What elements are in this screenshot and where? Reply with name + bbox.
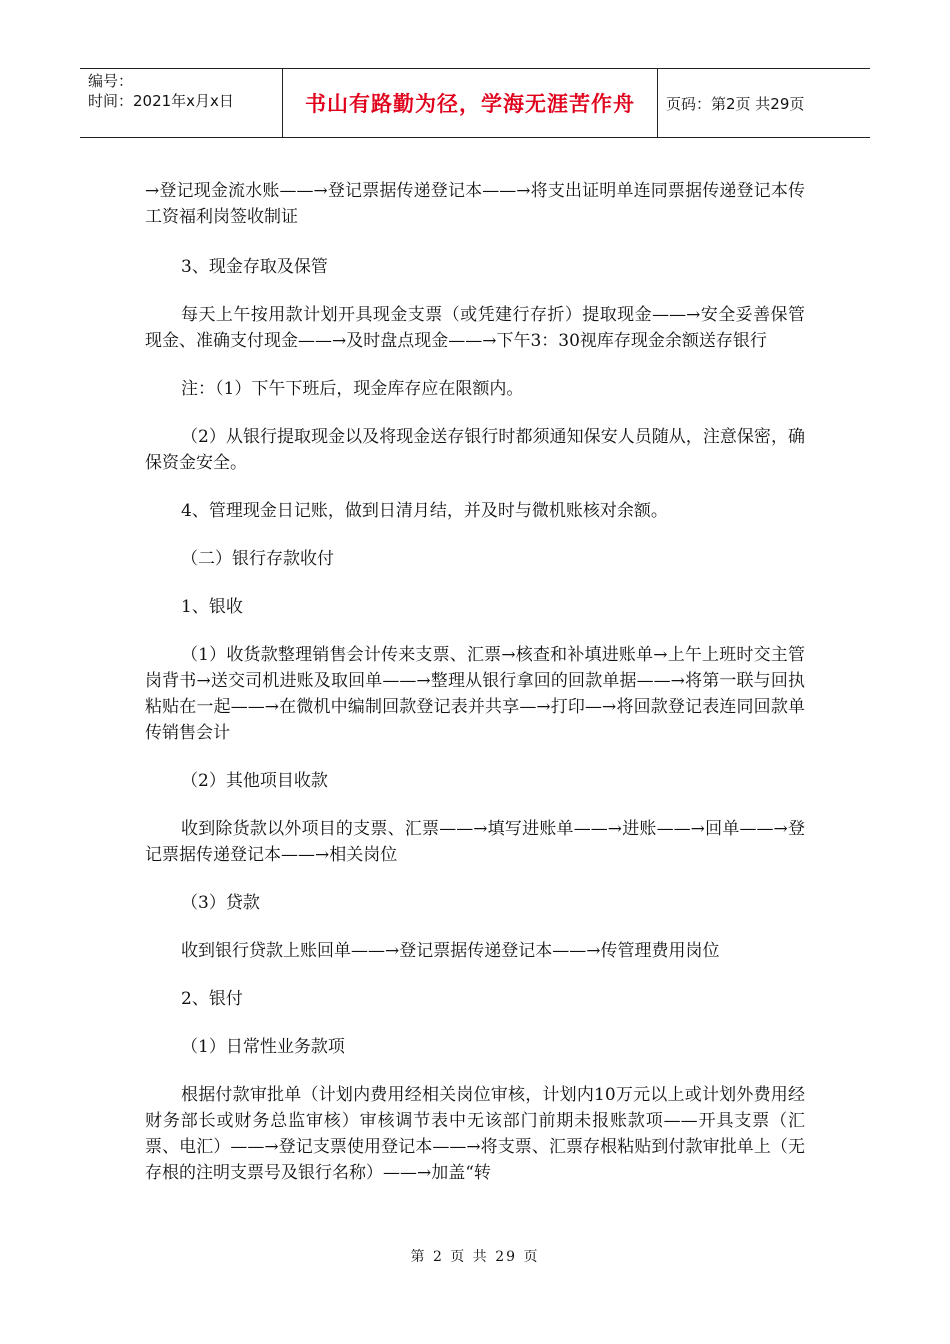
document-number-label: 编号： — [88, 72, 134, 90]
document-date: 时间：2021年x月x日 — [88, 92, 234, 110]
section-heading: （二）银行存款收付 — [181, 549, 334, 569]
page-footer: 第 2 页 共 29 页 — [410, 1249, 540, 1265]
paragraph: 收到除货款以外项目的支票、汇票——→填写进账单——→进账——→回单——→登记票据传递登记本——→相关岗位 — [145, 819, 805, 865]
header-meta-cell — [80, 69, 283, 137]
page-header — [80, 68, 870, 138]
section-heading: 1、银收 — [181, 597, 243, 617]
paragraph: 收到银行贷款上账回单——→登记票据传递登记本——→传管理费用岗位 — [181, 941, 720, 961]
paragraph: 每天上午按用款计划开具现金支票（或凭建行存折）提取现金——→安全妥善保管现金、准确支付现金——→及时盘点现金——→下午3：30视库存现金余额送存银行 — [145, 305, 805, 351]
note-paragraph: 注：（1）下午下班后，现金库存应在限额内。 — [181, 379, 524, 399]
section-heading: （2）其他项目收款 — [181, 771, 328, 791]
paragraph: →登记现金流水账——→登记票据传递登记本——→将支出证明单连同票据传递登记本传工资福利岗签收制证 — [145, 181, 805, 227]
document-body — [145, 178, 805, 1208]
header-page-cell — [658, 69, 870, 137]
header-page-info: 页码：第2页 共29页 — [666, 94, 805, 113]
header-motto: 书山有路勤为径，学海无涯苦作舟 — [305, 92, 635, 116]
header-motto-cell — [283, 69, 658, 137]
paragraph: 4、管理现金日记账，做到日清月结，并及时与微机账核对余额。 — [181, 501, 668, 521]
section-heading: 2、银付 — [181, 989, 243, 1009]
note-paragraph: （2）从银行提取现金以及将现金送存银行时都须通知保安人员随从，注意保密，确保资金安全。 — [145, 427, 805, 473]
paragraph: 根据付款审批单（计划内费用经相关岗位审核，计划内10万元以上或计划外费用经财务部长或财务总监审核）审核调节表中无该部门前期未报账款项——开具支票（汇票、电汇）——→登记支票使用登记本——→将支票、汇票存根粘贴到付款审批单上（无存根的注明支票号及银行名称）——→加盖“转 — [145, 1085, 805, 1183]
paragraph: （1）收货款整理销售会计传来支票、汇票→核查和补填进账单→上午上班时交主管岗背书→送交司机进账及取回单——→整理从银行拿回的回款单据——→将第一联与回执粘贴在一起——→在微机中编制回款登记表并共享—→打印—→将回款登记表连同回款单传销售会计 — [145, 645, 805, 743]
section-heading: 3、现金存取及保管 — [181, 257, 328, 277]
section-heading: （3）贷款 — [181, 893, 260, 913]
section-heading: （1）日常性业务款项 — [181, 1037, 345, 1057]
